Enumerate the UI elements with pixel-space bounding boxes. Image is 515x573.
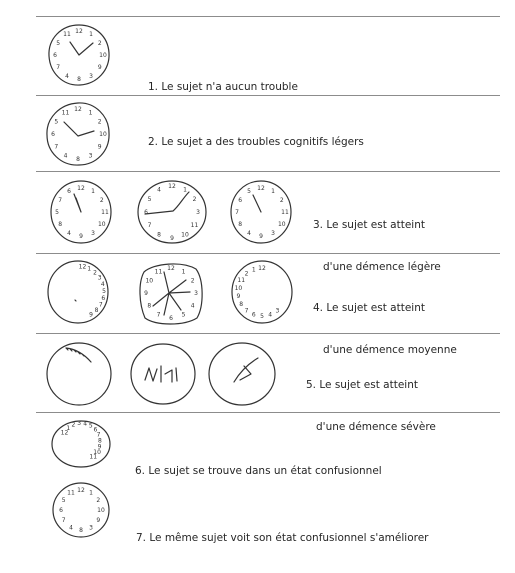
clock-numeral: 12 — [74, 106, 82, 113]
clock-numeral: 11 — [61, 109, 70, 117]
clock-numeral: 4 — [190, 302, 195, 310]
clock-numeral: 10 — [145, 277, 154, 285]
clock-numeral: 1 — [66, 424, 71, 432]
clock-numeral: 1 — [91, 188, 95, 196]
clock-numeral: 3 — [97, 274, 102, 282]
clock-numeral: 11 — [89, 453, 98, 461]
clock-numeral: 3 — [196, 209, 200, 216]
clock-numeral: 12 — [77, 185, 85, 192]
clock-numeral: 1 — [181, 268, 186, 276]
clock-numeral: 1 — [183, 186, 187, 194]
clock-numeral: 2 — [97, 118, 102, 126]
clock-numeral: 6 — [101, 295, 106, 302]
row-6-label: 6. Le sujet se trouve dans un état confusionnel — [135, 465, 382, 477]
clock-numeral: 10 — [97, 507, 105, 514]
clock-numeral: 11 — [237, 277, 246, 284]
row-4-label: 4. Le sujet est atteint d'une démence moyenne — [313, 302, 457, 356]
clock-numeral: 5 — [55, 209, 59, 216]
row-7-label: 7. Le même sujet voit son état confusionnel s'améliorer — [136, 532, 429, 544]
clock-numeral: 4 — [157, 186, 161, 194]
clock-numeral: 7 — [98, 301, 103, 309]
clock-numeral: 8 — [79, 527, 83, 534]
clock-drawing-severe-dementia-2 — [128, 340, 198, 408]
clock-numeral: 6 — [169, 315, 173, 322]
clock-numeral: 1 — [87, 265, 92, 273]
clock-numeral: 6 — [51, 131, 55, 138]
clock-numeral: 6 — [59, 507, 63, 514]
clock-numeral: 5 — [247, 188, 251, 196]
clock-numeral: 8 — [94, 307, 99, 315]
row-2-label: 2. Le sujet a des troubles cognitifs légers — [148, 136, 364, 148]
clock-drawing-mild-dementia-1 — [48, 178, 114, 246]
clock-numeral: 2 — [279, 197, 284, 204]
clock-numeral: 9 — [97, 143, 102, 151]
clock-numeral: 4 — [247, 229, 251, 237]
clock-numeral: 4 — [100, 281, 105, 289]
clock-numeral: 8 — [239, 301, 244, 308]
clock-numeral: 7 — [244, 307, 249, 315]
clock-drawing-confusional-improved — [50, 480, 112, 540]
clock-numeral: 8 — [147, 302, 152, 310]
clock-numeral: 7 — [61, 517, 66, 524]
clock-numeral: 1 — [89, 489, 93, 497]
clock-numeral: 1 — [89, 31, 93, 39]
clock-numeral: 7 — [147, 222, 152, 229]
clock-numeral: 8 — [157, 231, 161, 239]
clock-numeral: 9 — [79, 233, 83, 240]
clock-numeral: 4 — [63, 152, 68, 160]
clock-numeral: 3 — [271, 229, 275, 237]
clock-numeral: 11 — [67, 489, 75, 497]
clock-numeral: 5 — [147, 196, 152, 203]
clock-numeral: 4 — [268, 311, 273, 319]
clock-numeral: 8 — [58, 221, 63, 228]
row-divider — [36, 16, 500, 17]
clock-numeral: 3 — [91, 229, 95, 237]
clock-numeral: 1 — [251, 266, 256, 274]
clock-numeral: 7 — [58, 197, 63, 204]
clock-numeral: 4 — [83, 420, 88, 428]
clock-numeral: 9 — [236, 293, 241, 301]
clock-numeral: 4 — [69, 524, 73, 532]
clock-numeral: 7 — [54, 143, 59, 151]
clock-numeral: 5 — [88, 422, 93, 430]
clock-numeral: 9 — [170, 235, 174, 242]
clock-numeral: 5 — [181, 311, 186, 319]
clock-numeral: 7 — [235, 209, 239, 216]
clock-numeral: 11 — [154, 268, 163, 276]
clock-numeral: 12 — [78, 263, 87, 271]
clock-numeral: 1 — [88, 109, 93, 117]
clock-numeral: 12 — [167, 265, 175, 272]
clock-numeral: 2 — [99, 197, 104, 204]
clock-numeral: 3 — [89, 524, 93, 532]
clock-numeral: 11 — [190, 222, 199, 229]
clock-numeral: 5 — [54, 118, 59, 126]
clock-numeral: 10 — [99, 52, 107, 59]
clock-drawing-moderate-dementia-2 — [136, 258, 206, 328]
clock-numeral: 4 — [65, 72, 69, 80]
clock-numeral: 1 — [271, 188, 275, 196]
clock-drawing-mild-impairment — [44, 100, 112, 168]
row-3-label: 3. Le sujet est atteint d'une démence légère — [313, 219, 441, 273]
clock-numeral: 12 — [77, 487, 85, 494]
clock-numeral: 11 — [281, 209, 289, 216]
clock-numeral: 5 — [56, 40, 61, 47]
clock-numeral: 8 — [76, 156, 80, 163]
clock-numeral: 3 — [194, 290, 198, 297]
clock-numeral: 9 — [89, 311, 93, 319]
clock-numeral: 6 — [251, 311, 256, 319]
row-5-label: 5. Le sujet est atteint d'une démence sévère — [306, 379, 436, 433]
clock-numeral: 3 — [275, 307, 280, 315]
clock-numeral: 2 — [93, 269, 98, 277]
clock-numeral: 4 — [67, 229, 71, 237]
clock-numeral: 11 — [101, 209, 109, 216]
clock-numeral: 6 — [144, 209, 148, 216]
clock-numeral: 12 — [168, 183, 176, 190]
clock-numeral: 10 — [99, 131, 107, 138]
clock-numeral: 9 — [97, 64, 102, 71]
clock-numeral: 3 — [88, 152, 93, 160]
clock-numeral: 12 — [60, 429, 69, 437]
clock-drawing-moderate-dementia-1 — [45, 258, 111, 326]
clock-drawing-severe-dementia-3 — [206, 340, 278, 408]
clock-numeral: 6 — [67, 188, 71, 196]
clock-numeral: 9 — [97, 443, 102, 451]
clock-numeral: 2 — [97, 40, 102, 47]
clock-numeral: 9 — [96, 517, 101, 524]
clock-numeral: 10 — [181, 231, 189, 239]
clock-numeral: 11 — [63, 31, 71, 39]
clock-numeral: 6 — [238, 197, 243, 204]
clock-drawing-normal — [46, 22, 112, 88]
clock-numeral: 8 — [97, 437, 102, 445]
clock-numeral: 5 — [260, 313, 264, 320]
clock-numeral: 8 — [77, 76, 81, 83]
clock-numeral: 6 — [93, 426, 98, 434]
clock-numeral: 10 — [277, 221, 286, 228]
clock-numeral: 2 — [192, 196, 197, 203]
clock-numeral: 10 — [234, 284, 243, 292]
clock-numeral: 6 — [53, 52, 57, 59]
clock-numeral: 8 — [238, 221, 243, 228]
clock-numeral: 12 — [75, 28, 83, 35]
clock-numeral: 10 — [97, 221, 106, 228]
clock-numeral: 3 — [77, 420, 82, 428]
clock-drawing-mild-dementia-3 — [228, 178, 294, 246]
clock-numeral: 7 — [156, 311, 161, 319]
clock-numeral: 2 — [96, 497, 101, 504]
clock-numeral: 7 — [96, 431, 101, 439]
clock-numeral: 9 — [144, 290, 148, 297]
clock-numeral: 3 — [89, 72, 93, 80]
clock-numeral: 2 — [244, 270, 249, 278]
clock-numeral: 7 — [56, 64, 61, 71]
clock-numeral: 10 — [93, 449, 101, 456]
clock-drawing-moderate-dementia-3 — [229, 258, 295, 326]
clock-numeral: 5 — [102, 288, 106, 295]
row-1-label: 1. Le sujet n'a aucun trouble — [148, 81, 298, 93]
clock-numeral: 9 — [259, 233, 263, 240]
clock-drawing-confusional — [49, 418, 113, 470]
clock-numeral: 12 — [257, 185, 265, 192]
clock-drawing-mild-dementia-2 — [135, 178, 209, 246]
clock-numeral: 2 — [190, 277, 195, 285]
clock-numeral: 2 — [71, 421, 76, 429]
clock-numeral: 12 — [258, 265, 266, 272]
clock-numeral: 5 — [61, 497, 66, 504]
clock-drawing-severe-dementia-1 — [44, 340, 114, 408]
